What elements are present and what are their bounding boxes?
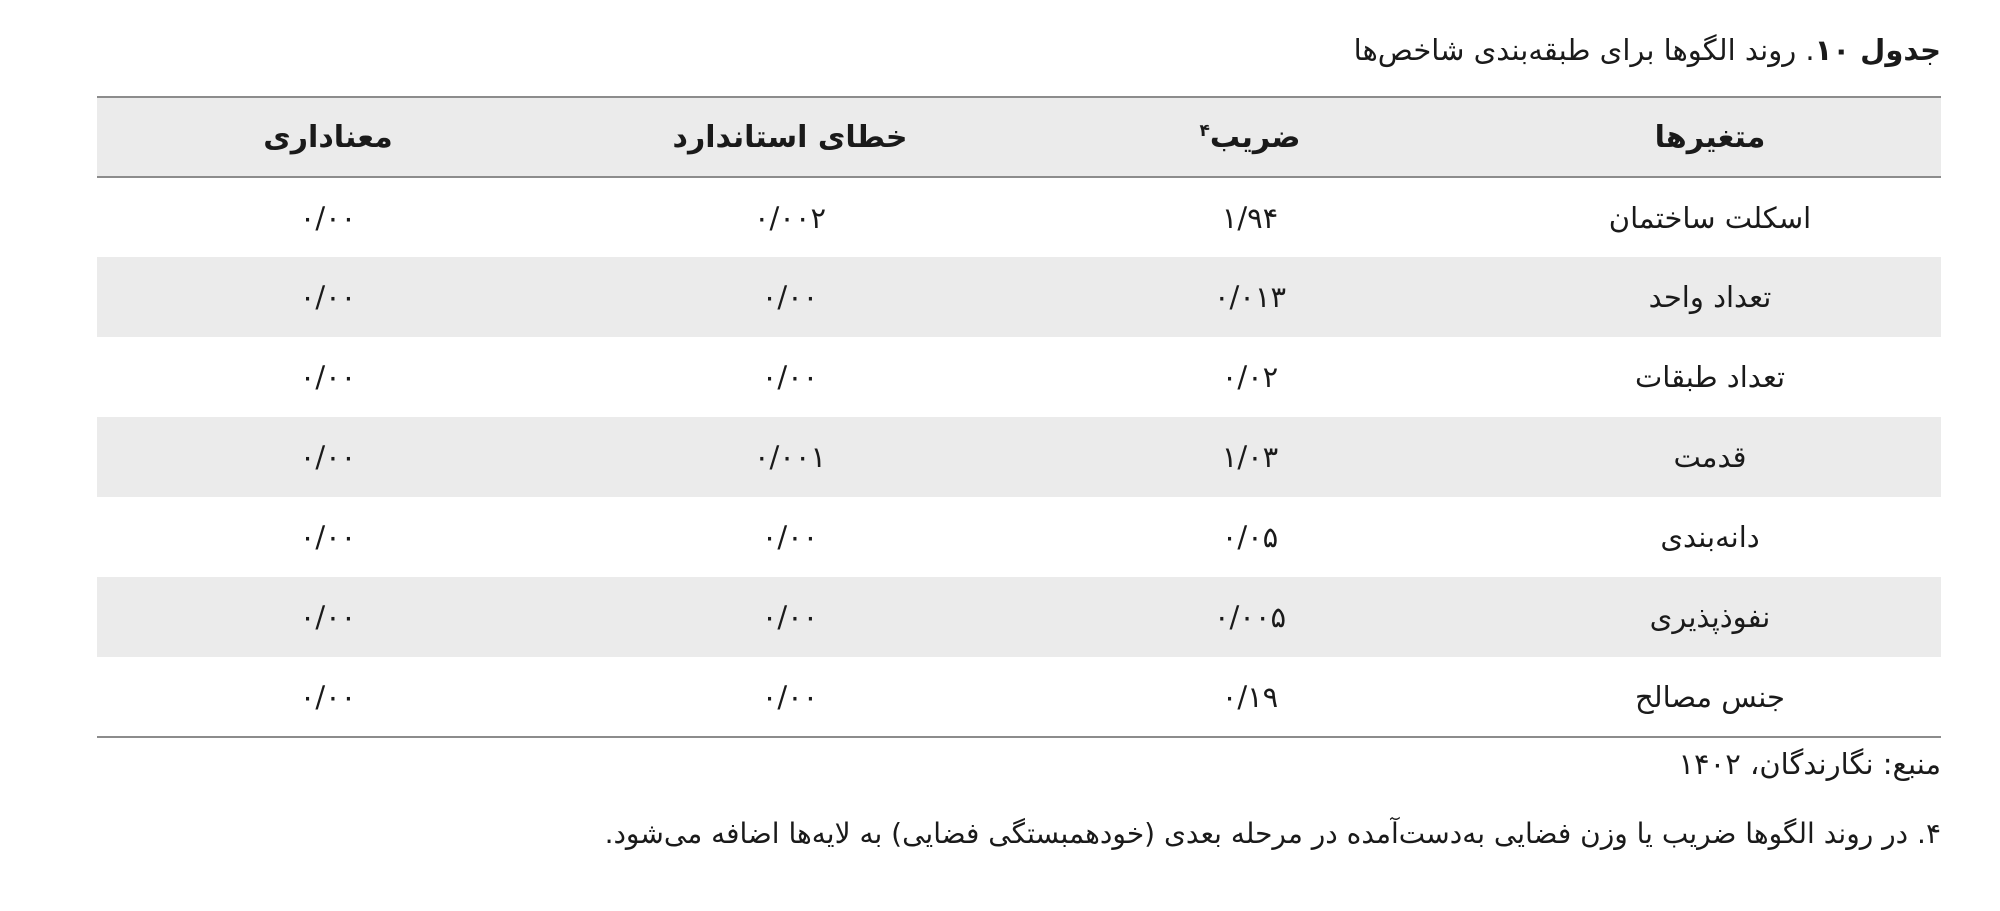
table-row [97,337,1941,417]
cell-coefficient: ۱/۰۳ [1221,440,1279,474]
cell-std-error: ۰/۰۰ [761,360,819,394]
table-header-row [97,97,1941,177]
cell-variable: تعداد واحد [1648,280,1772,314]
cell-variable: نفوذپذیری [1649,600,1771,634]
header-coefficient-note-ref: ۴ [1199,120,1210,141]
cell-std-error: ۰/۰۰۱ [753,440,827,474]
cell-coefficient: ۱/۹۴ [1221,200,1279,235]
table-row [97,257,1941,337]
cell-std-error: ۰/۰۰ [761,280,819,314]
cell-significance: ۰/۰۰ [299,520,357,554]
cell-std-error: ۰/۰۰۲ [753,200,827,235]
results-table [97,96,1941,738]
table-caption [1354,28,1941,72]
cell-coefficient: ۰/۱۹ [1021,657,1479,737]
cell-significance: ۰/۰۰ [299,360,357,394]
header-coefficient [1021,97,1479,177]
cell-variable: دانه‌بندی [1660,520,1760,554]
cell-significance: ۰/۰۰ [299,200,357,235]
cell-std-error: ۰/۰۰ [559,657,1021,737]
header-variables: متغیرها [1479,97,1941,177]
header-coefficient-label: ضریب [1209,119,1301,155]
cell-coefficient: ۰/۰۵ [1221,520,1279,554]
cell-std-error: ۰/۰۰ [761,600,819,634]
cell-significance: ۰/۰۰ [97,657,559,737]
table-row [97,497,1941,577]
cell-variable: تعداد طبقات [1634,360,1786,394]
cell-std-error: ۰/۰۰ [761,520,819,554]
cell-coefficient: ۰/۰۰۵ [1213,600,1287,634]
header-std-error: خطای استاندارد [559,97,1021,177]
table-row [97,417,1941,497]
document-page [97,0,1941,911]
header-significance: معناداری [97,97,559,177]
cell-significance: ۰/۰۰ [299,280,357,314]
cell-variable: جنس مصالح [1479,657,1941,737]
cell-variable: اسکلت ساختمان [1608,200,1812,235]
table-caption-text: . روند الگوها برای طبقه‌بندی شاخص‌ها [1353,33,1815,67]
table-row [97,177,1941,257]
table-caption-label: جدول ۱۰ [1814,33,1941,67]
cell-significance: ۰/۰۰ [299,440,357,474]
cell-variable: قدمت [1673,440,1747,474]
table-row [97,657,1941,737]
cell-significance: ۰/۰۰ [299,600,357,634]
table-source: منبع: نگارندگان، ۱۴۰۲ [1678,747,1941,781]
cell-coefficient: ۰/۰۱۳ [1213,280,1287,314]
footnote: ۴. در روند الگوها ضریب یا وزن فضایی به‌دست‌آمده در مرحله بعدی (خودهمبستگی فضایی) به لایه‌ها اضافه می‌شود. [604,817,1941,850]
table-row [97,577,1941,657]
cell-coefficient: ۰/۰۲ [1221,360,1279,394]
